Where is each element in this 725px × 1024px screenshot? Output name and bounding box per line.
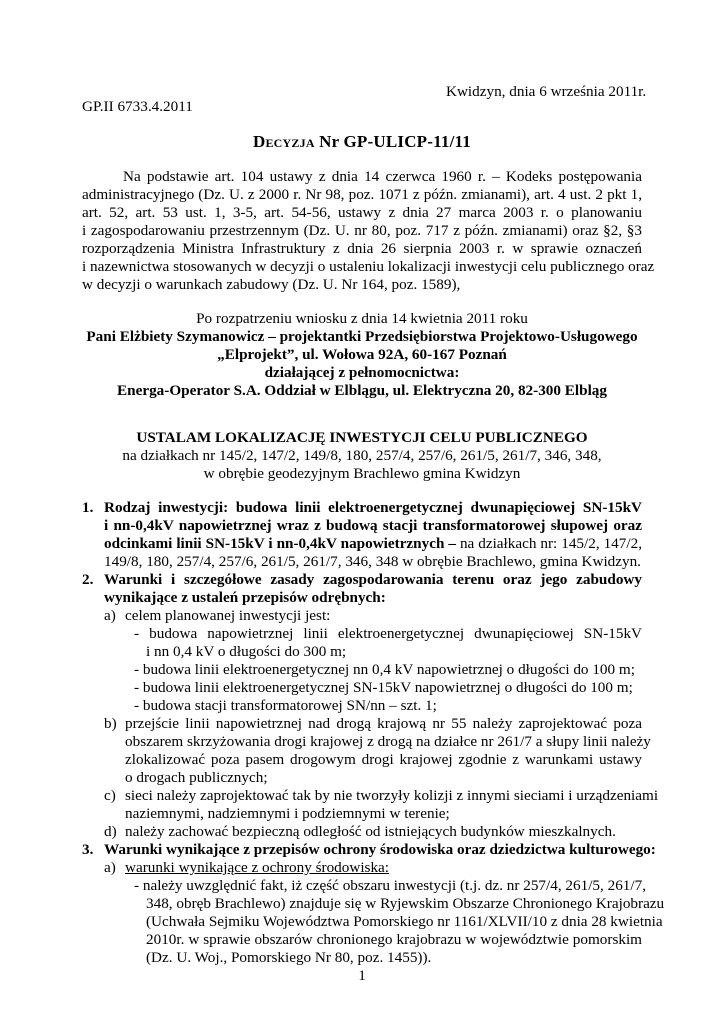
item2b-line: obszarem skrzyżowania drogi krajowej z drogą na działce nr 261/7 a słupy linii należy [125,733,651,750]
item2c-line: sieci należy zaprojektować tak by nie tworzyły kolizji z innymi sieciami i urządzeniami [125,787,659,804]
item2a-dash: - budowa napowietrznej linii elektroenergetycznej dwunapięciowej SN-15kV [134,625,642,642]
item2a-dash: - budowa linii elektroenergetycznej SN-15kV napowietrznej o długości do 100 m; [134,679,633,696]
application-date: Po rozpatrzeniu wniosku z dnia 14 kwietnia 2011 roku [196,310,528,327]
item3a-line: (Dz. U. Woj., Pomorskiego Nr 80, poz. 1455)). [146,949,432,966]
item1-line: i nn-0,4kV napowietrznej wraz z budową stacji transformatorowej słupowej oraz [104,517,642,534]
sub-label: a) [104,607,116,624]
legal-basis-line: i nazewnictwa stosowanych w decyzji o ustaleniu lokalizacji inwestycji celu publicznego oraz [82,258,655,275]
page-number: 1 [358,967,366,984]
item2a-dash-cont: i nn 0,4 kV o długości do 300 m; [146,643,347,660]
item2b-line: o drogach publicznych; [125,769,268,786]
item1-rest-part: na działkach nr: 145/2, 147/2, [455,535,642,552]
item2b-line: przejście linii napowietrznej nad drogą krajową nr 55 należy zaprojektować poza [125,715,642,732]
item2c-line: naziemnymi, nadziemnymi i podziemnymi w terenie; [125,805,450,822]
place-date: Kwidzyn, dnia 6 września 2011r. [446,83,647,100]
item2a-text: celem planowanej inwestycji jest: [125,607,331,624]
item3a-line: 2010r. w sprawie obszarów chronionego krajobrazu w województwie pomorskim [146,931,642,948]
legal-basis-line: i zagospodarowaniu przestrzennym (Dz. U. nr 80, poz. 717 z późn. zmianami) oraz §2, §3 [82,222,642,239]
legal-basis-line: rozporządzenia Ministra Infrastruktury z dnia 26 sierpnia 2003 r. w sprawie oznaczeń [82,240,642,257]
item2a-dash: - budowa stacji transformatorowej SN/nn – szt. 1; [134,697,437,714]
legal-basis-line: art. 52, art. 53 ust. 1, 3-5, art. 54-56, ustawy z dnia 27 marca 2003 r. o planowaniu [82,204,642,221]
item1-line [104,535,642,553]
case-reference: GP.II 6733.4.2011 [82,98,193,115]
ruling-area: w obrębie geodezyjnym Brachlewo gmina Kwidzyn [203,465,521,482]
decision-title [82,133,642,151]
item3-line: Warunki wynikające z przepisów ochrony środowiska oraz dziedzictwa kulturowego: [104,841,656,858]
ruling-heading: USTALAM LOKALIZACJĘ INWESTYCJI CELU PUBLICZNEGO [136,429,588,446]
item-number: 1. [82,499,94,516]
title-word: Decyzja [253,132,315,151]
sub-label: c) [104,787,116,804]
item2b-line: zlokalizować poza pasem drogowym drogi krajowej zgodnie z warunkami ustawy [125,751,642,768]
legal-basis-line: w decyzji o warunkach zabudowy (Dz. U. Nr 164, poz. 1589), [82,276,461,293]
sub-label: d) [104,823,117,840]
sub-label: b) [104,715,117,732]
principal-company: Energa-Operator S.A. Oddział w Elblągu, ul. Elektryczna 20, 82-300 Elbląg [117,382,607,399]
item2a-dash: - budowa linii elektroenergetycznej nn 0,4 kV napowietrznej o długości do 100 m; [134,661,635,678]
item-number: 2. [82,571,94,588]
item2-line: wynikające z ustaleń przepisów odrębnych: [104,589,386,606]
item3a-heading: warunki wynikające z ochrony środowiska: [125,859,390,876]
legal-basis-line: Na podstawie art. 104 ustawy z dnia 14 czerwca 1960 r. – Kodeks postępowania [123,168,642,185]
item3a-line: 348, obręb Brachlewo) znajduje się w Ryjewskim Obszarze Chronionego Krajobrazu [146,895,665,912]
item2d-text: należy zachować bezpieczną odległość od istniejących budynków mieszkalnych. [125,823,616,840]
item1-line: Rodzaj inwestycji: budowa linii elektroenergetycznej dwunapięciowej SN-15kV [104,499,642,516]
item3a-line: - należy uwzględnić fakt, iż część obszaru inwestycji (t.j. dz. nr 257/4, 261/5, 261/7, [134,877,646,894]
item-number: 3. [82,841,94,858]
item1-bold-part: odcinkami linii SN-15kV i nn-0,4kV napowietrznych – [104,535,456,552]
item1-line: 149/8, 180, 257/4, 257/6, 261/5, 261/7, 346, 348 w obrębie Brachlewo, gmina Kwidzyn. [104,553,641,570]
item3a-line: (Uchwała Sejmiku Województwa Pomorskiego nr 1161/XLVII/10 z dnia 28 kwietnia [146,913,663,930]
item2-line: Warunki i szczegółowe zasady zagospodarowania terenu oraz jego zabudowy [104,571,642,588]
applicant-name: Pani Elżbiety Szymanowicz – projektantki Przedsiębiorstwa Projektowo-Usługowego [86,328,638,345]
sub-label: a) [104,859,116,876]
ruling-parcels: na działkach nr 145/2, 147/2, 149/8, 180, 257/4, 257/6, 261/5, 261/7, 346, 348, [122,447,602,464]
applicant-address: „Elprojekt”, ul. Wołowa 92A, 60-167 Poznań [217,346,507,363]
legal-basis-line: administracyjnego (Dz. U. z 2000 r. Nr 98, poz. 1071 z późn. zmianami), art. 4 ust. 2 pkt 1, [82,186,642,203]
power-of-attorney: działającej z pełnomocnictwa: [264,364,460,381]
title-number: Nr GP-ULICP-11/11 [314,132,471,151]
